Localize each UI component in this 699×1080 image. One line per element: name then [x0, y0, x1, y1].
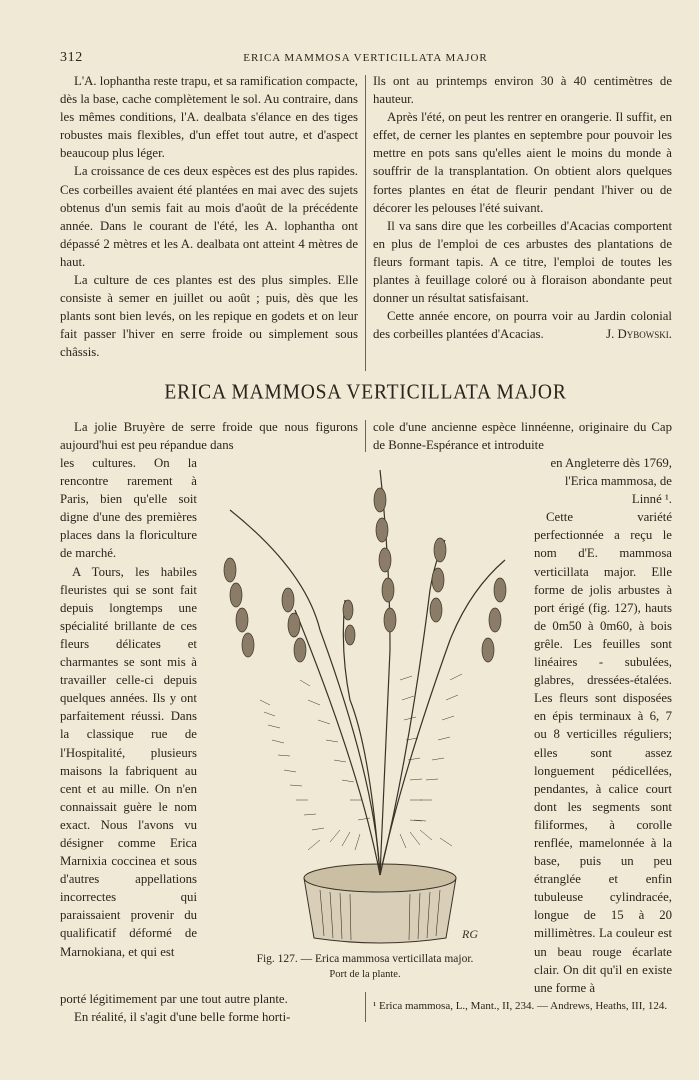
- article-title: ERICA MAMMOSA VERTICILLATA MAJOR: [164, 381, 567, 404]
- running-header: [60, 50, 671, 70]
- bottom-left-column: [60, 990, 358, 1026]
- engraver-signature: RG: [462, 927, 478, 941]
- paragraph: en Angleterre dès 1769, l'Erica mammosa, de Linné ¹.: [550, 456, 672, 507]
- paragraph: Cette variété perfectionnée a reçu le nom d'E. mammosa verticillata major. Elle forme de jolis arbustes à port érigé (fig. 127), hauts de 0m50 à 0m60, à bois grêle. Les feuilles sont linéaires - subulées, glabres, dressées-étalées. Les fleurs sont disposées en épis terminaux à 6, 7 ou 8 verticilles réguliers; elles sont assez longuement pédicellées, pendantes, à calice court dont les segments sont filiformes, à corolle renflée, mamelonnée à la base, puis un peu étranglée et enfin tubuleuse cylindracée, longue de 15 à 20 millimètres. La couleur est un beau rouge écarlate clair. On dit qu'il en existe une forme à: [534, 510, 672, 995]
- paragraph: En réalité, il s'agit d'une belle forme horti-: [74, 1010, 291, 1025]
- flower-spikes: [224, 488, 506, 662]
- paragraph: cole d'une ancienne espèce linnéenne, originaire du Cap de Bonne-Espérance et introduite: [373, 420, 672, 453]
- paragraph: L'A. lophantha reste trapu, et sa ramification compacte, dès la base, cache complètement le sol. Au contraire, dans les mêmes conditions, l'A. dealbata s'élance en des tiges robustes mais flexibles, d'un effet tout autre, et d'aspect beaucoup plus léger.: [60, 74, 358, 161]
- lead-right: [373, 418, 672, 454]
- paragraph: porté légitimement par une tout autre plante.: [60, 992, 288, 1006]
- paragraph: La croissance de ces deux espèces est des plus rapides. Ces corbeilles avaient été plantées en mai avec des sujets obtenus d'un semis fait au mois d'août de la précédente année. Dans le courant de l'été, les A. lophantha ont dépassé 2 mètres et les A. dealbata ont atteint 4 mètres de haut.: [60, 164, 358, 269]
- stems: [230, 470, 505, 875]
- figure-caption: [200, 952, 530, 982]
- running-title: ERICA MAMMOSA VERTICILLATA MAJOR: [243, 52, 488, 64]
- column-divider: [365, 992, 366, 1022]
- paragraph-text: Cette année encore, on pourra voir au Jardin colonial des corbeilles plantées d'Acacias.: [373, 309, 672, 342]
- lead-left: [60, 418, 358, 454]
- plant-illustration: [200, 450, 530, 950]
- top-left-column: [60, 72, 358, 362]
- footnote: ¹ Erica mammosa, L., Mant., II, 234. — Andrews, Heaths, III, 124.: [373, 1000, 668, 1012]
- paragraph: La jolie Bruyère de serre froide que nous figurons aujourd'hui est peu répandue dans: [60, 420, 358, 453]
- paragraph: Après l'été, on peut les rentrer en orangerie. Il suffit, en effet, de cerner les plantes en septembre pour pouvoir les mettre en pots sans qu'elles aient le moins du monde à souffrir de la transplantation. On obtient alors quelques fortes plantes en état de fleurir pendant l'hiver ou de décorer les pelouses l'été suivant.: [373, 110, 672, 215]
- paragraph: [373, 307, 672, 343]
- caption-subline: Port de la plante.: [329, 969, 401, 980]
- page-number: 312: [60, 50, 83, 65]
- author-signature: J. Dybowski.: [606, 327, 672, 342]
- heath-plant-engraving: [200, 450, 530, 950]
- paragraph: A Tours, les habiles fleuristes qui se sont fait depuis longtemps une spécialité brillante de ces fleurs délicates et charmantes se sont mis à travailler celle-ci depuis quelques années. Ils y ont parfaitement réussi. Dans la classique rue de l'Hospitalité, plusieurs maisons la fabriquent au cent et au mille. On n'en connaissait guère le nom exact. Nous l'avons vu désigner comme Erica Marnixia coccinea et sous d'autres appellations incorrectes qui paraissaient provenir du qualificatif déformé de Marnokiana, et qui est: [60, 564, 197, 959]
- column-divider: [365, 420, 366, 452]
- narrow-right-column: [534, 454, 672, 997]
- caption-line: Fig. 127. — Erica mammosa verticillata major.: [256, 953, 474, 965]
- column-divider: [365, 75, 366, 371]
- paragraph: les cultures. On la rencontre rarement à Paris, bien qu'elle soit digne d'une des premières places dans la floriculture de marché.: [60, 456, 197, 561]
- top-right-column: [373, 72, 672, 343]
- paragraph: La culture de ces plantes est des plus simples. Elle consiste à semer en juillet ou août ; puis, dès que les plants sont bien levés, on les repique en godets et on leur fait passer l'hiver en serre froide ou simplement sous châssis.: [60, 273, 358, 360]
- paragraph: Ils ont au printemps environ 30 à 40 centimètres de hauteur.: [373, 74, 672, 107]
- paragraph: Il va sans dire que les corbeilles d'Acacias comportent en plus de l'emploi de ces arbustes des plantations de fleurs formant tapis. A ce titre, l'emploi de toutes les plantes à feuillage coloré ou à floraison abondante peut donner un résultat satisfaisant.: [373, 218, 672, 306]
- narrow-left-column: [60, 454, 197, 961]
